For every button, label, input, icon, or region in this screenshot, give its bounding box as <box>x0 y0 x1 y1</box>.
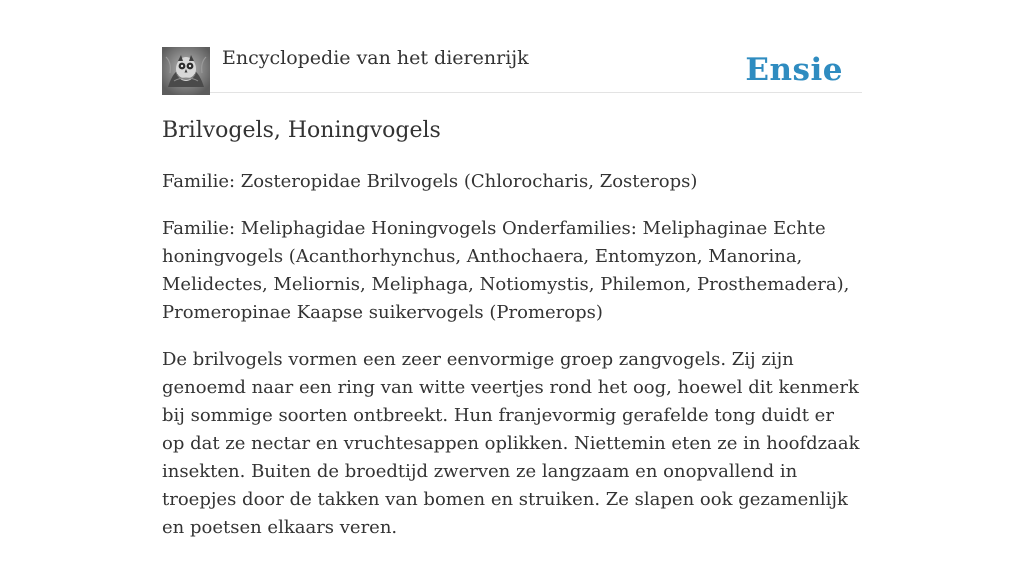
book-title[interactable]: Encyclopedie van het dierenrijk <box>222 47 529 69</box>
article-page <box>162 0 862 538</box>
book-header <box>162 46 862 93</box>
owl-illustration-icon <box>162 47 210 95</box>
article-body <box>162 168 862 561</box>
ensie-logo[interactable]: Ensie <box>745 52 843 88</box>
article-paragraph-description: De brilvogels vormen een zeer eenvormige groep zangvogels. Zij zijn genoemd naar een ring van witte veertjes rond het oog, hoewel dit kenmerk bij sommige soorten ontbreekt. Hun franjevormig gerafelde tong duidt er op dat ze nectar en vruchtesappen oplikken. Niettemin eten ze in hoofdzaak insekten. Buiten de broedtijd zwerven ze langzaam en onopvallend in troepjes door de takken van bomen en struiken. Ze slapen ook gezamenlijk en poetsen elkaars veren. <box>162 349 860 538</box>
article-paragraph-family-meliphagidae: Familie: Meliphagidae Honingvogels Onderfamilies: Meliphaginae Echte honingvogels (Acanthorhynchus, Anthochaera, Entomyzon, Manorina, Melidectes, Meliornis, Meliphaga, Notiomystis, Philemon, Prosthemadera), Promeropinae Kaapse suikervogels (Promerops) <box>162 218 850 323</box>
article-title: Brilvogels, Honingvogels <box>162 118 441 143</box>
article-paragraph-family-zosteropidae: Familie: Zosteropidae Brilvogels (Chlorocharis, Zosterops) <box>162 171 698 192</box>
book-avatar[interactable] <box>162 47 210 95</box>
